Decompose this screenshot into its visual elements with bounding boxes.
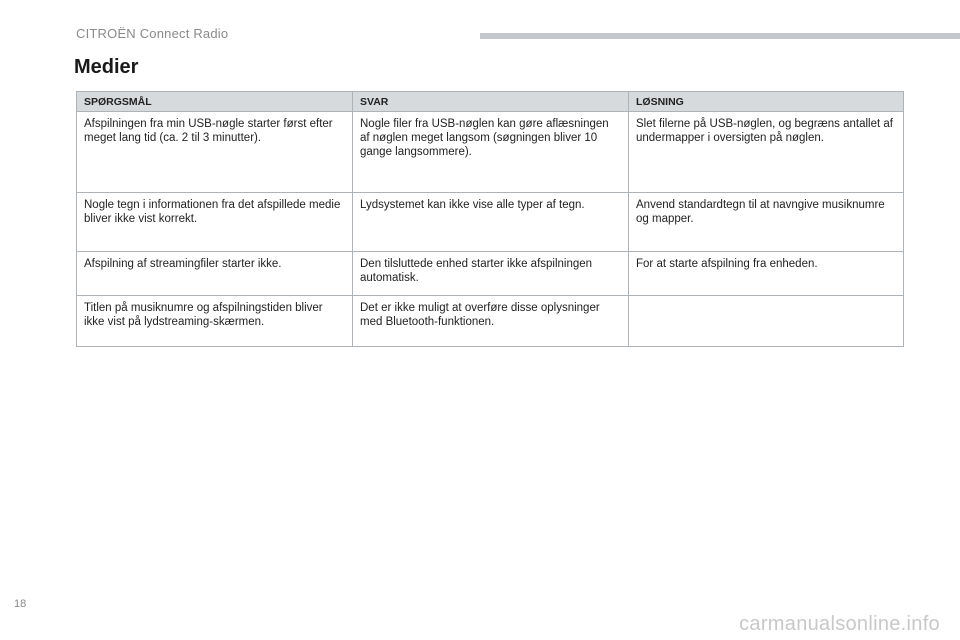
- question-cell: Afspilning af streamingfiler starter ikke.: [77, 252, 353, 296]
- question-cell: Nogle tegn i informationen fra det afspillede medie bliver ikke vist korrekt.: [77, 193, 353, 252]
- table-row: [77, 296, 904, 347]
- page-title: Medier: [74, 56, 139, 78]
- answer-cell: Det er ikke muligt at overføre disse oplysninger med Bluetooth-funktionen.: [353, 296, 629, 347]
- column-header-question: SPØRGSMÅL: [77, 92, 353, 112]
- solution-cell: [629, 296, 904, 347]
- page-number: 18: [14, 598, 27, 610]
- solution-cell: Slet filerne på USB-nøglen, og begræns antallet af undermapper i oversigten på nøglen.: [629, 112, 904, 193]
- answer-cell: Nogle filer fra USB-nøglen kan gøre aflæsningen af nøglen meget langsom (søgningen bliver 10 gange langsommere).: [353, 112, 629, 193]
- solution-cell: Anvend standardtegn til at navngive musiknumre og mapper.: [629, 193, 904, 252]
- table-row: [77, 252, 904, 296]
- column-header-solution: LØSNING: [629, 92, 904, 112]
- answer-cell: Lydsystemet kan ikke vise alle typer af tegn.: [353, 193, 629, 252]
- table-row: [77, 112, 904, 193]
- solution-cell: For at starte afspilning fra enheden.: [629, 252, 904, 296]
- column-header-answer: SVAR: [353, 92, 629, 112]
- answer-cell: Den tilsluttede enhed starter ikke afspilningen automatisk.: [353, 252, 629, 296]
- header-divider-bar: [480, 33, 960, 39]
- header-brand: CITROËN Connect Radio: [76, 26, 229, 41]
- table-header-row: [77, 92, 904, 112]
- question-cell: Afspilningen fra min USB-nøgle starter først efter meget lang tid (ca. 2 til 3 minutter).: [77, 112, 353, 193]
- watermark: carmanualsonline.info: [739, 613, 940, 635]
- question-cell: Titlen på musiknumre og afspilningstiden bliver ikke vist på lydstreaming-skærmen.: [77, 296, 353, 347]
- faq-table: [76, 91, 904, 347]
- table-row: [77, 193, 904, 252]
